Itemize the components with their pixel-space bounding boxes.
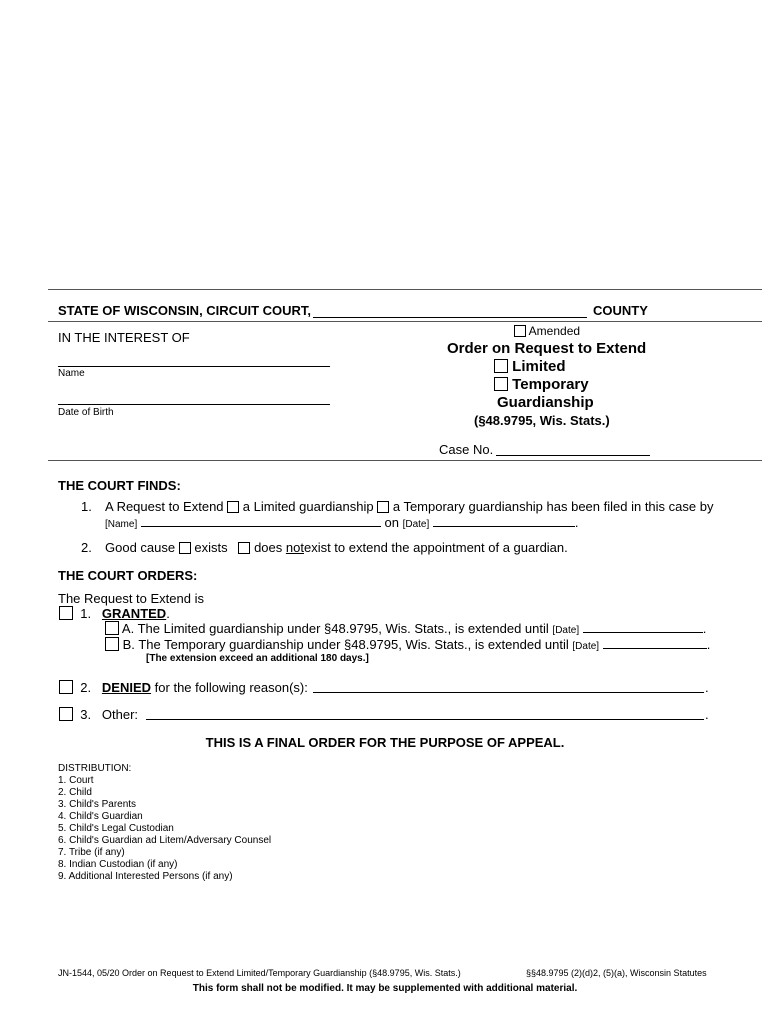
filer-name-field[interactable] (141, 515, 381, 527)
order-a-letter: A. (121, 621, 135, 636)
find-temporary-checkbox[interactable] (377, 501, 389, 513)
amended-checkbox[interactable] (514, 325, 526, 337)
order-a-text: The Limited guardianship under §48.9795, Wis. Stats., is extended until (137, 621, 549, 636)
exist-text: exist to extend the appointment of a guardian. (303, 540, 568, 555)
find-limited-checkbox[interactable] (227, 501, 239, 513)
find-temporary-text: a Temporary guardianship has been filed in this case by (392, 499, 714, 514)
other-num: 3. (80, 707, 92, 722)
denied-label: DENIED (101, 680, 152, 695)
limited-label: Limited (512, 358, 566, 375)
denied-text: for the following reason(s): (154, 680, 308, 695)
distribution-item: 9. Additional Interested Persons (if any) (58, 871, 233, 882)
granted-checkbox[interactable] (59, 606, 73, 620)
temporary-option[interactable] (494, 376, 589, 393)
other-field[interactable] (146, 719, 704, 720)
orders-heading: THE COURT ORDERS: (58, 568, 198, 583)
does-text: does (254, 540, 283, 555)
county-label: COUNTY (593, 303, 648, 318)
order-a-date-field[interactable] (583, 621, 703, 633)
distribution-item: 1. Court (58, 775, 94, 786)
orders-intro: The Request to Extend is (58, 591, 204, 606)
filed-date-label: [Date] (402, 519, 430, 530)
amended-option[interactable] (514, 324, 580, 338)
filed-date-field[interactable] (433, 515, 575, 527)
extend-temporary-checkbox[interactable] (105, 637, 119, 651)
finds-item-1-num: 1. (81, 499, 92, 514)
denied-checkbox[interactable] (59, 680, 73, 694)
order-denied (59, 680, 308, 695)
other-checkbox[interactable] (59, 707, 73, 721)
limited-option[interactable] (494, 358, 566, 375)
cause-exists-checkbox[interactable] (179, 542, 191, 554)
finds-item-1-filer: [Name] on [Date] . (105, 515, 579, 530)
order-b: B. The Temporary guardianship under §48.9795, Wis. Stats., is extended until [Date] . (105, 637, 710, 652)
order-b-date-label: [Date] (572, 641, 600, 652)
order-b-date-field[interactable] (603, 637, 707, 649)
distribution-item: 4. Child's Guardian (58, 811, 143, 822)
order-granted: 1. GRANTED. (59, 606, 170, 621)
modification-notice: This form shall not be modified. It may be supplemented with additional material. (192, 983, 578, 994)
header-rule (48, 321, 762, 322)
distribution-item: 2. Child (58, 787, 92, 798)
good-cause-text: Good cause (105, 540, 176, 555)
order-a: A. The Limited guardianship under §48.9795, Wis. Stats., is extended until [Date] . (105, 621, 706, 636)
distribution-heading: DISTRIBUTION: (58, 763, 132, 774)
distribution-item: 7. Tribe (if any) (58, 847, 125, 858)
case-no-label: Case No. (439, 442, 494, 457)
denied-num: 2. (80, 680, 92, 695)
top-rule (48, 289, 762, 290)
finds-heading: THE COURT FINDS: (58, 478, 181, 493)
form-id: JN-1544, 05/20 Order on Request to Extend Limited/Temporary Guardianship (§48.9795, Wis. Stats.) (58, 968, 461, 978)
title-statute: (§48.9795, Wis. Stats.) (474, 413, 610, 428)
granted-label: GRANTED (101, 606, 167, 621)
case-no-field[interactable] (496, 455, 650, 456)
dob-field[interactable] (58, 404, 330, 405)
order-other (59, 707, 138, 722)
guardianship-title: Guardianship (497, 394, 594, 411)
footer-statutes: §§48.9795 (2)(d)2, (5)(a), Wisconsin Statutes (526, 968, 707, 978)
extension-note: [The extension exceed an additional 180 days.] (146, 653, 369, 664)
final-order-statement: THIS IS A FINAL ORDER FOR THE PURPOSE OF APPEAL. (205, 735, 565, 750)
distribution-list (58, 763, 271, 883)
extend-limited-checkbox[interactable] (105, 621, 119, 635)
find-limited-text: a Limited guardianship (242, 499, 374, 514)
temporary-checkbox[interactable] (494, 377, 508, 391)
order-b-text: The Temporary guardianship under §48.9795, Wis. Stats., is extended until (138, 637, 569, 652)
distribution-item: 3. Child's Parents (58, 799, 137, 810)
limited-checkbox[interactable] (494, 359, 508, 373)
amended-label: Amended (528, 324, 581, 338)
order-a-date-label: [Date] (552, 625, 580, 636)
filer-name-label: [Name] (105, 519, 138, 530)
distribution-item: 5. Child's Legal Custodian (58, 823, 174, 834)
not-text: not (285, 540, 304, 555)
on-text: on (384, 515, 399, 530)
request-to-extend-text: A Request to Extend (105, 499, 224, 514)
county-field[interactable] (313, 317, 587, 318)
finds-item-2 (105, 540, 568, 555)
title-rule (48, 460, 762, 461)
cause-not-exists-checkbox[interactable] (238, 542, 250, 554)
name-field[interactable] (58, 366, 330, 367)
court-heading: STATE OF WISCONSIN, CIRCUIT COURT, (58, 303, 312, 318)
granted-num: 1. (80, 606, 92, 621)
finds-item-1 (105, 499, 713, 514)
order-b-letter: B. (122, 637, 135, 652)
name-label: Name (58, 368, 85, 379)
interest-label: IN THE INTEREST OF (58, 330, 190, 345)
exists-text: exists (194, 540, 228, 555)
order-title: Order on Request to Extend (447, 340, 647, 357)
distribution-item: 8. Indian Custodian (if any) (58, 859, 178, 870)
denied-reason-field[interactable] (313, 692, 704, 693)
finds-item-2-num: 2. (81, 540, 92, 555)
temporary-label: Temporary (512, 376, 589, 393)
dob-label: Date of Birth (58, 407, 114, 418)
distribution-item: 6. Child's Guardian ad Litem/Adversary Counsel (58, 835, 272, 846)
other-label: Other: (101, 707, 139, 722)
